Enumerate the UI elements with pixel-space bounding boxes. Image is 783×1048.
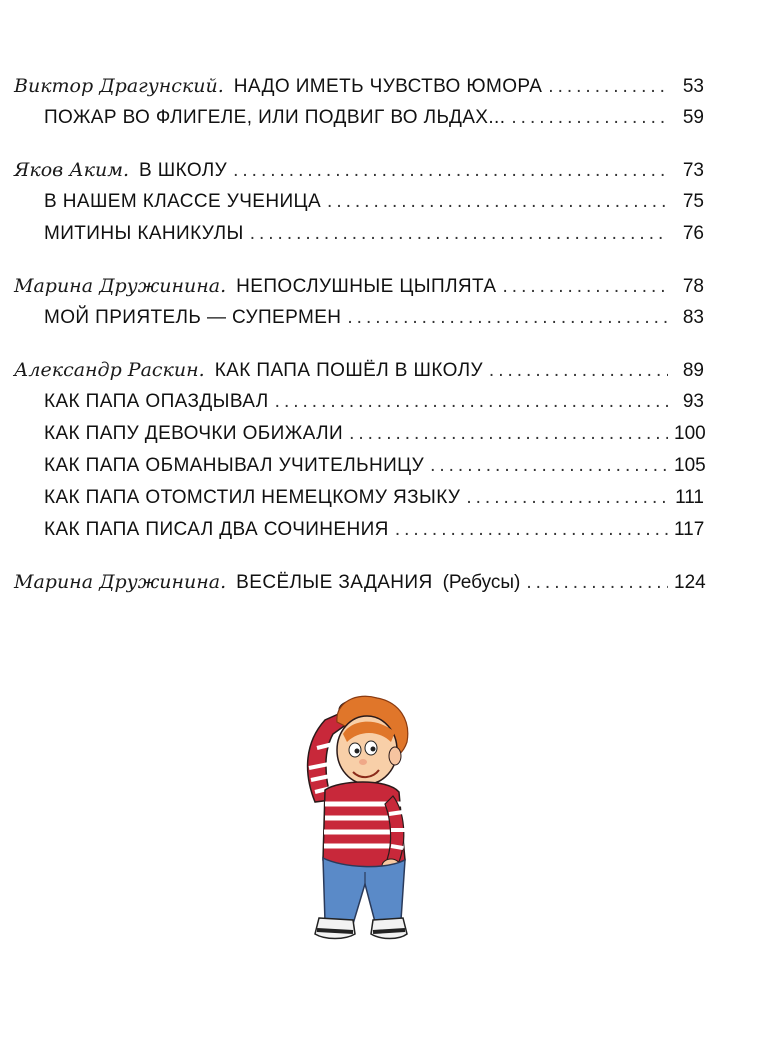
author-name: Марина Дружинина. <box>14 571 227 593</box>
toc-entry[interactable] <box>14 154 704 186</box>
dot-leader <box>511 102 668 134</box>
toc-entry[interactable] <box>14 70 704 102</box>
dot-leader <box>347 302 668 334</box>
page-number: 100 <box>674 423 706 444</box>
dot-leader <box>349 418 668 450</box>
dot-leader <box>275 386 668 418</box>
toc-entry[interactable] <box>14 102 704 134</box>
page-number: 89 <box>682 360 704 381</box>
entry-title: КАК ПАПА ПОШЁЛ В ШКОЛУ <box>214 360 483 381</box>
entry-title: КАК ПАПА ОПАЗДЫВАЛ <box>44 391 269 412</box>
entry-title: МОЙ ПРИЯТЕЛЬ — СУПЕРМЕН <box>44 307 342 328</box>
dot-leader <box>548 71 668 103</box>
entry-title: НЕПОСЛУШНЫЕ ЦЫПЛЯТА <box>236 276 497 297</box>
toc-entry[interactable] <box>14 450 704 482</box>
dot-leader <box>250 218 668 250</box>
entry-note: (Ребусы) <box>442 572 521 593</box>
entry-title: В ШКОЛУ <box>139 160 228 181</box>
table-of-contents <box>14 70 704 598</box>
page-number: 83 <box>682 307 704 328</box>
page-number: 75 <box>682 191 704 212</box>
page-number: 53 <box>682 76 704 97</box>
toc-entry[interactable] <box>14 482 704 514</box>
dot-leader <box>503 271 668 303</box>
author-name: Марина Дружинина. <box>14 275 227 297</box>
page-number: 73 <box>682 160 704 181</box>
dot-leader <box>466 482 668 514</box>
page-number: 111 <box>675 487 704 508</box>
page-number: 93 <box>682 391 704 412</box>
dot-leader <box>489 355 668 387</box>
entry-title: КАК ПАПА ОБМАНЫВАЛ УЧИТЕЛЬНИЦУ <box>44 455 425 476</box>
toc-entry[interactable] <box>14 186 704 218</box>
toc-entry[interactable] <box>14 566 704 598</box>
dot-leader <box>430 450 668 482</box>
dot-leader <box>526 567 668 599</box>
toc-entry[interactable] <box>14 386 704 418</box>
entry-title: КАК ПАПА ОТОМСТИЛ НЕМЕЦКОМУ ЯЗЫКУ <box>44 487 461 508</box>
toc-entry[interactable] <box>14 514 704 546</box>
entry-title: МИТИНЫ КАНИКУЛЫ <box>44 223 244 244</box>
dot-leader <box>233 155 668 187</box>
entry-title: ПОЖАР ВО ФЛИГЕЛЕ, ИЛИ ПОДВИГ ВО ЛЬДАХ... <box>44 107 506 128</box>
dot-leader <box>395 514 668 546</box>
entry-title: НАДО ИМЕТЬ ЧУВСТВО ЮМОРА <box>233 76 543 97</box>
page-number: 117 <box>674 519 705 540</box>
author-name: Яков Аким. <box>14 159 129 181</box>
page-number: 124 <box>674 572 706 593</box>
toc-entry[interactable] <box>14 270 704 302</box>
author-name: Виктор Драгунский. <box>14 75 224 97</box>
toc-entry[interactable] <box>14 418 704 450</box>
entry-title: ВЕСЁЛЫЕ ЗАДАНИЯ <box>236 572 433 593</box>
author-name: Александр Раскин. <box>14 359 205 381</box>
dot-leader <box>327 186 668 218</box>
boy-illustration <box>295 672 420 950</box>
entry-title: КАК ПАПА ПИСАЛ ДВА СОЧИНЕНИЯ <box>44 519 389 540</box>
toc-entry[interactable] <box>14 218 704 250</box>
page-number: 105 <box>674 455 706 476</box>
toc-entry[interactable] <box>14 354 704 386</box>
toc-entry[interactable] <box>14 302 704 334</box>
page-number: 76 <box>682 223 704 244</box>
page-number: 59 <box>682 107 704 128</box>
entry-title: В НАШЕМ КЛАССЕ УЧЕНИЦА <box>44 191 322 212</box>
page-number: 78 <box>682 276 704 297</box>
entry-title: КАК ПАПУ ДЕВОЧКИ ОБИЖАЛИ <box>44 423 344 444</box>
